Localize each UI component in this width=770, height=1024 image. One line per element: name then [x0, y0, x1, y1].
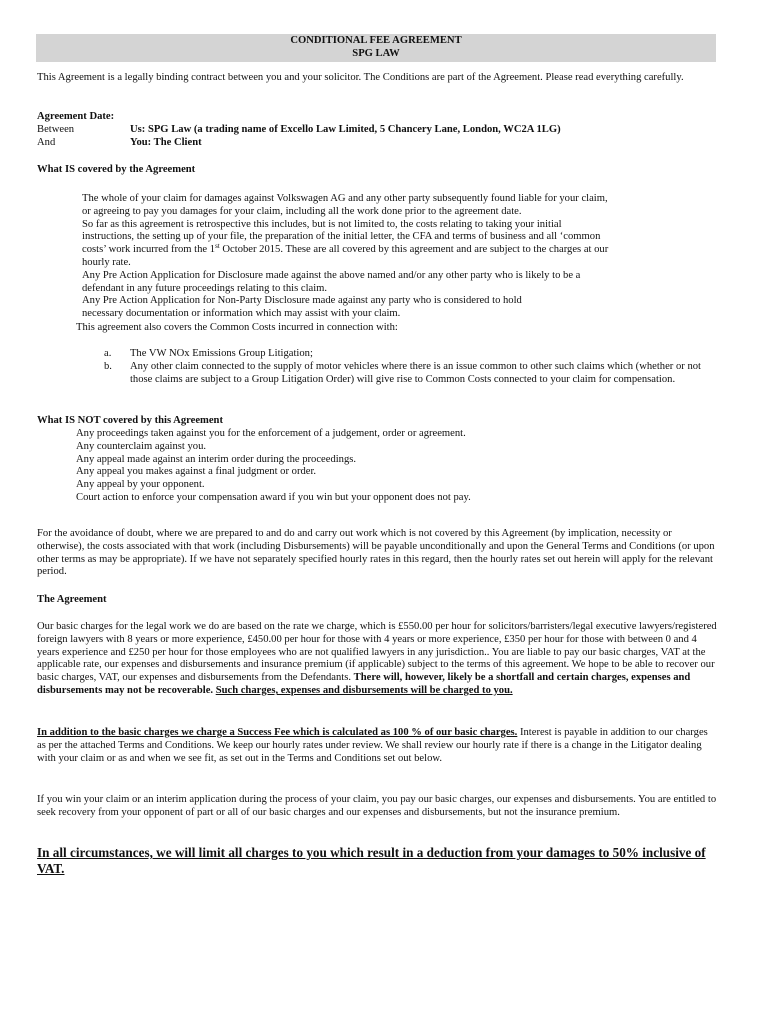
agreement-date-section [37, 111, 717, 149]
covered-line: So far as this agreement is retrospective this includes, but is not limited to, the costs relating to taking your initial [82, 218, 562, 230]
covered-line: Any Pre Action Application for Disclosure made against the above named and/or any other party who is likely to be a [82, 269, 581, 281]
common-costs-intro: This agreement also covers the Common Costs incurred in connection with: [76, 322, 398, 333]
item-marker: a. [104, 348, 112, 359]
between-row [37, 124, 717, 137]
common-costs-item [104, 348, 704, 361]
avoidance-paragraph: For the avoidance of doubt, where we are prepared to and do and carry out work which is not covered by this Agreement (by implication, necessity or otherwise), the costs associated with that work (including Disbursements) will be payable unconditionally and upon the General Terms and Conditions (or upon other terms as may be appropriate). If we have not separately specified hourly rates in this regard, then the hourly rates set out herein will apply for the relevant period. [37, 528, 715, 578]
document-subtitle: SPG LAW [352, 47, 400, 59]
item-text: Any other claim connected to the supply of motor vehicles where there is an issue common to other such claims which (whether or not those claims are subject to a Group Litigation Order) will give rise to Common Costs connected to your claim for compensation. [129, 360, 701, 385]
between-value: Us: SPG Law (a trading name of Excello Law Limited, 5 Chancery Lane, London, WC2A 1LG) [130, 123, 561, 135]
recovery-paragraph: If you win your claim or an interim application during the process of your claim, you pay our basic charges, our expenses and disbursements. You are entitled to seek recovery from your opponent of part or all of our basic charges and our expenses and disbursements, but not the insurance premium. [37, 794, 717, 818]
not-covered-line: Any appeal by your opponent. [76, 479, 205, 491]
covered-line: defendant in any future proceedings relating to this claim. [82, 282, 328, 294]
shortfall-warning: There will, however, likely be a shortfall and certain charges, expenses and disbursements may not be recoverable. [37, 672, 691, 696]
title-band [36, 34, 716, 62]
common-costs-item [104, 361, 704, 387]
covered-line: hourly rate. [82, 256, 131, 268]
charged-to-you-warning: Such charges, expenses and disbursements will be charged to you. [215, 684, 513, 696]
success-fee-text: Interest is payable in addition to our charges as per the attached Terms and Conditions. We keep our hourly rates under review. We shall review our hourly rate if there is a change in the Litigator dealing with your claim or as and when we see fit, as set out in the Terms and Conditions set out below. [37, 727, 708, 764]
covered-line: instructions, the setting up of your file, the preparation of the initial letter, the CFA and terms of business and all ‘common [82, 231, 601, 243]
covered-line: Any Pre Action Application for Non-Party Disclosure made against any party who is considered to hold [82, 295, 522, 307]
not-covered-line: Any appeal made against an interim order during the proceedings. [76, 453, 357, 465]
ordinal-suffix: st [215, 242, 220, 251]
not-covered-heading: What IS NOT covered by this Agreement [37, 415, 223, 426]
document-title: CONDITIONAL FEE AGREEMENT [290, 35, 462, 46]
covered-line [82, 244, 722, 257]
common-costs-list [104, 348, 704, 386]
success-fee-statement: In addition to the basic charges we charge a Success Fee which is calculated as 100 % of our basic charges. [37, 727, 518, 738]
and-value: You: The Client [130, 136, 202, 148]
basic-charges-text: Our basic charges for the legal work we do are based on the rate we charge, which is £550.00 per hour for solicitors/barristers/legal executive lawyers/registered foreign lawyers with 8 years or more experience, £450.00 per hour for those with 4 years or more experience, £350 per hour for those with between 0 and 4 years experience and £250 per hour for those employees who are not qualified lawyers in any jurisdiction.. You are liable to pay our basic charges, VAT at the applicable rate, our expenses and disbursements and insurance premium (if applicable) subject to the terms of this agreement. We hope to be able to recover our basic charges, VAT, our expenses and disbursements from the Defendants. [37, 621, 717, 684]
item-marker: b. [104, 360, 112, 372]
and-label: And [37, 136, 56, 148]
not-covered-line: Any counterclaim against you. [76, 440, 207, 452]
not-covered-list [76, 428, 716, 505]
costs-line-start: costs’ work incurred from the 1 [82, 244, 216, 256]
agreement-heading: The Agreement [37, 594, 107, 605]
agreement-date-label: Agreement Date: [37, 111, 115, 122]
success-fee-paragraph [37, 727, 717, 765]
costs-line-end: October 2015. These are all covered by this agreement and are subject to the charges at our [219, 244, 609, 256]
not-covered-line: Any appeal you makes against a final judgment or order. [76, 466, 317, 478]
covered-heading: What IS covered by the Agreement [37, 164, 196, 175]
covered-list [82, 193, 722, 321]
damages-limit-statement: In all circumstances, we will limit all charges to you which result in a deduction from your damages to 50% inclusive of VAT. [37, 845, 706, 876]
item-text: The VW NOx Emissions Group Litigation; [129, 348, 313, 359]
intro-paragraph: This Agreement is a legally binding contract between you and your solicitor. The Conditions are part of the Agreement. Please read everything carefully. [37, 72, 684, 83]
not-covered-line: Any proceedings taken against you for the enforcement of a judgement, order or agreement. [76, 428, 466, 439]
not-covered-line: Court action to enforce your compensation award if you win but your opponent does not pay. [76, 491, 471, 503]
covered-line: necessary documentation or information which may assist with your claim. [82, 308, 401, 320]
between-label: Between [37, 123, 75, 135]
basic-charges-paragraph [37, 621, 717, 698]
and-row [37, 137, 717, 150]
covered-line: or agreeing to pay you damages for your claim, including all the work done prior to the agreement date. [82, 205, 522, 217]
covered-line: The whole of your claim for damages against Volkswagen AG and any other party subsequently found liable for your claim, [82, 193, 608, 204]
